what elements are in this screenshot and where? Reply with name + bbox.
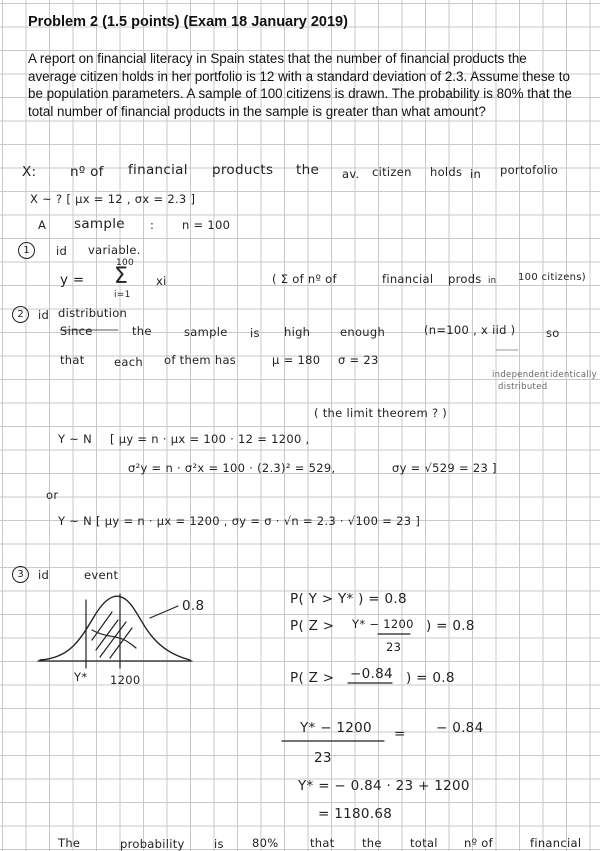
step-label: distribution bbox=[58, 306, 128, 320]
prob-standardized-den: 23 bbox=[386, 640, 402, 654]
y-distribution-label: Y ~ N bbox=[58, 432, 93, 446]
sample-size: n = 100 bbox=[182, 218, 231, 232]
since-text: is bbox=[250, 326, 260, 340]
y-distribution-alt: Y ~ N [ μy = n · μx = 1200 , σy = σ · √n = 2.3 · √100 = 23 ] bbox=[58, 514, 421, 528]
y-description: in bbox=[488, 276, 497, 286]
step-label: id bbox=[38, 568, 50, 582]
x-def-text: financial bbox=[128, 162, 188, 178]
conclusion-text: financial bbox=[530, 836, 582, 850]
y-description: prods bbox=[448, 272, 482, 286]
prob-z-value: P( Z > bbox=[290, 670, 335, 686]
sum-term: xi bbox=[156, 274, 167, 288]
conclusion-text: The bbox=[58, 836, 81, 850]
curve-area-label: 0.8 bbox=[182, 598, 205, 614]
iid-note: identically bbox=[550, 370, 598, 380]
since-text: enough bbox=[340, 325, 386, 339]
conclusion-text: 80% bbox=[252, 836, 279, 850]
sample-label: A bbox=[38, 218, 47, 232]
conclusion-text: nº of bbox=[464, 836, 493, 850]
since-text: Since bbox=[60, 324, 93, 338]
iid-note: distributed bbox=[498, 382, 548, 392]
conclusion-text: probability bbox=[120, 837, 185, 851]
prob-statement: P( Y > Y* ) = 0.8 bbox=[290, 591, 407, 607]
since-text: high bbox=[284, 325, 311, 339]
conclusion-text: is bbox=[214, 837, 224, 851]
sd-value: σ = 23 bbox=[338, 353, 379, 367]
y-mean-calc: [ μy = n · μx = 100 · 12 = 1200 , bbox=[110, 432, 310, 446]
step-label: variable. bbox=[88, 243, 141, 257]
sample-label: : bbox=[150, 218, 155, 232]
z-critical: −0.84 bbox=[350, 666, 393, 682]
x-def-label: X: bbox=[22, 164, 37, 180]
x-def-text: products bbox=[212, 162, 274, 178]
y-sd-calc: σy = √529 = 23 ] bbox=[392, 461, 497, 475]
x-def-text: the bbox=[296, 162, 320, 178]
step-label: event bbox=[84, 568, 119, 582]
step-number: 2 bbox=[12, 306, 29, 323]
conclusion-text: the bbox=[362, 836, 382, 850]
x-def-text: citizen bbox=[372, 165, 412, 179]
since-text: the bbox=[132, 324, 152, 338]
curve-mean-label: 1200 bbox=[110, 673, 141, 687]
y-equals: y = bbox=[60, 272, 85, 288]
problem-text: A report on financial literacy in Spain states that the number of financial products the average citizen holds in her portfolio is 12 with a standard deviation of 2.3. Assume these to be population parameters. A sample of 100 citizens is drawn. The probability is 80% that the total number of financial products in the sample is greater than what amount? bbox=[28, 51, 572, 119]
curve-ystar-label: Y* bbox=[74, 670, 88, 684]
y-description: ( Σ of nº of bbox=[272, 272, 337, 286]
x-def-text: nº of bbox=[70, 164, 104, 180]
ystar-result: = 1180.68 bbox=[318, 806, 393, 822]
sum-lower-limit: i=1 bbox=[114, 290, 131, 300]
step-label: id bbox=[38, 308, 50, 322]
ystar-solve: Y* = − 0.84 · 23 + 1200 bbox=[298, 778, 470, 794]
or-text: or bbox=[46, 488, 59, 502]
problem-title: Problem 2 (1.5 points) (Exam 18 January 2019) bbox=[28, 14, 348, 30]
x-distribution: X ~ ? [ μx = 12 , σx = 2.3 ] bbox=[30, 192, 196, 206]
step-number: 3 bbox=[12, 566, 29, 583]
conclusion-text: that bbox=[310, 836, 335, 850]
sigma-symbol: Σ bbox=[114, 264, 129, 289]
x-def-text: av. bbox=[342, 167, 360, 181]
prob-standardized: P( Z > bbox=[290, 618, 335, 634]
iid-note: independent bbox=[492, 370, 550, 380]
limit-theorem-note: ( the limit theorem ? ) bbox=[314, 406, 448, 420]
that-text: that bbox=[60, 353, 85, 367]
z-fraction-rhs: − 0.84 bbox=[436, 720, 484, 736]
that-text: each bbox=[114, 355, 143, 369]
x-def-text: holds bbox=[430, 165, 463, 179]
z-fraction-den: 23 bbox=[314, 750, 332, 766]
z-fraction-eq: = bbox=[394, 726, 406, 742]
prob-standardized: ) = 0.8 bbox=[426, 618, 475, 634]
y-description: financial bbox=[382, 272, 434, 286]
since-text: sample bbox=[184, 325, 228, 339]
z-fraction-num: Y* − 1200 bbox=[300, 720, 372, 736]
mean-value: μ = 180 bbox=[272, 353, 321, 367]
conclusion-text: total bbox=[410, 836, 438, 850]
prob-z-value: ) = 0.8 bbox=[406, 670, 455, 686]
x-def-text: in bbox=[470, 167, 482, 181]
that-text: of them has bbox=[164, 353, 237, 367]
y-variance-calc: σ²y = n · σ²x = 100 · (2.3)² = 529, bbox=[128, 461, 336, 475]
prob-standardized-num: Y* − 1200 bbox=[352, 617, 414, 631]
sample-label: sample bbox=[74, 216, 125, 232]
since-text: so bbox=[546, 326, 560, 340]
x-def-text: portofolio bbox=[500, 163, 559, 177]
since-text: (n=100 , x iid ) bbox=[424, 323, 516, 337]
y-description: 100 citizens) bbox=[518, 272, 586, 283]
sum-upper-limit: 100 bbox=[116, 258, 135, 268]
step-number: 1 bbox=[18, 242, 35, 259]
step-label: id bbox=[56, 244, 68, 258]
